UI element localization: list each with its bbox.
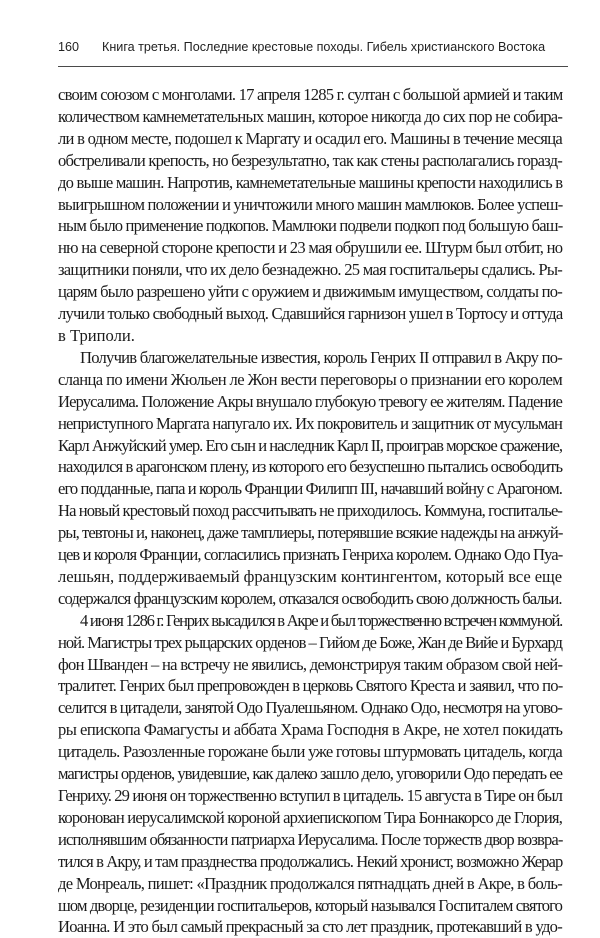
running-title: Книга третья. Последние крестовые походы. Гибель христианского Востока — [102, 40, 546, 54]
text-line: коронован иерусалимской короной архиепископом Тира Боннакорсо де Глория, — [58, 807, 563, 827]
text-line: своим союзом с монголами. 17 апреля 1285 г. султан с большой армией и таким — [58, 85, 563, 104]
text-line: тралитет. Генрих был препровожден в церковь Святого Креста и заявил, что по- — [58, 676, 563, 696]
running-header — [58, 40, 568, 64]
text-line: ры епископа Фамагусты и аббата Храма Господня в Акре, не хотел покидать — [58, 720, 563, 740]
text-line: Иерусалима. Положение Акры внушало глубокую тревогу ее жителям. Падение — [58, 391, 562, 411]
paragraph — [58, 347, 562, 610]
text-line: Генриху. 29 июня он торжественно вступил в цитадель. 15 августа в Тире он был — [58, 786, 563, 805]
page-number: 160 — [58, 40, 80, 54]
text-line: сланца по имени Жюльен ле Жон вести переговоры о признании его королем — [58, 369, 563, 389]
text-line: 4 июня 1286 г. Генрих высадился в Акре и был торжественно встречен коммуной. — [80, 610, 562, 630]
text-line: содержался французским королем, отказался освободить свою должность бальи. — [58, 588, 562, 608]
text-line: количеством камнеметательных машин, которое никогда до сих пор не собира- — [58, 106, 563, 126]
text-line: де Монреаль, пишет: «Праздник продолжался пятнадцать дней в Акре, в боль- — [58, 873, 562, 893]
text-line: лешьян, поддерживаемый французским контингентом, который все еще — [58, 566, 562, 586]
text-line: цитадель. Разозленные горожане были уже готовы штурмовать цитадель, когда — [58, 742, 562, 762]
text-line: цев и короля Франции, согласились признать Генриха королем. Однако Одо Пуа- — [58, 545, 563, 565]
text-line: Иоанна. И это был самый прекрасный за сто лет праздник, протекавший в удо- — [58, 917, 562, 937]
text-line: На новый крестовый поход рассчитывать не приходилось. Коммуна, госпиталье- — [58, 501, 563, 521]
text-line: лучили только свободный выход. Сдавшийся гарнизон ушел в Тортосу и оттуда — [58, 304, 563, 324]
text-line: ню на северной стороне крепости и 23 мая обрушили ее. Штурм был отбит, но — [58, 238, 563, 258]
text-line: фон Шванден – на встречу не явились, демонстрируя таким образом свой ней- — [58, 654, 563, 674]
text-line: тился в Акру, и там празднества продолжались. Некий хронист, возможно Жерар — [58, 851, 563, 871]
text-line: ной. Магистры трех рыцарских орденов – Гийом де Боже, Жан де Вийе и Бурхард — [58, 632, 562, 652]
text-line: магистры орденов, увидевшие, как далеко зашло дело, уговорили Одо передать ее — [58, 764, 562, 784]
text-line: в Триполи. — [58, 325, 135, 345]
body-text — [58, 84, 562, 938]
text-line: ным было применение подкопов. Мамлюки подвели подкоп под большую баш- — [58, 216, 563, 236]
text-line: исполнявшим обязанности патриарха Иерусалима. После торжеств двор возвра- — [58, 829, 563, 849]
text-line: защитники поняли, что их дело безнадежно. 25 мая госпитальеры сдались. Ры- — [58, 260, 562, 280]
text-line: ры, тевтоны и, наконец, даже тамплиеры, потерявшие всякие надежды на анжуй- — [58, 523, 563, 543]
paragraph — [58, 84, 562, 347]
paragraph — [58, 610, 562, 938]
text-line: царям было разрешено уйти с оружием и движимым имуществом, солдаты по- — [58, 282, 562, 302]
text-line: Карл Анжуйский умер. Его сын и наследник Карл II, проиграв морское сражение, — [58, 435, 562, 455]
text-line: выигрышном положении и уничтожили много машин мамлюков. Более успеш- — [58, 194, 563, 214]
text-line: до выше машин. Напротив, камнеметательные машины крепости находились в — [58, 172, 563, 192]
text-line: обстреливали крепость, но безрезультатно, так как стены располагались горазд- — [58, 150, 562, 170]
text-line: шом дворце, резиденции госпитальеров, который назывался Госпиталем святого — [58, 895, 563, 915]
text-line: Получив благожелательные известия, король Генрих II отправил в Акру по- — [80, 347, 562, 367]
text-line: ли в одном месте, подошел к Маргату и осадил его. Машины в течение месяца — [58, 128, 562, 148]
text-line: его подданные, папа и король Франции Филипп III, начавший войну с Арагоном. — [58, 479, 562, 499]
header-rule — [58, 66, 568, 67]
text-line: неприступного Маргата напугало их. Их покровитель и защитник от мусульман — [58, 413, 562, 433]
text-line: находился в арагонском плену, из которого его безуспешно пытались освободить — [58, 457, 563, 477]
text-line: селится в цитадели, занятой Одо Пуалешьяном. Однако Одо, несмотря на угово- — [58, 698, 562, 718]
